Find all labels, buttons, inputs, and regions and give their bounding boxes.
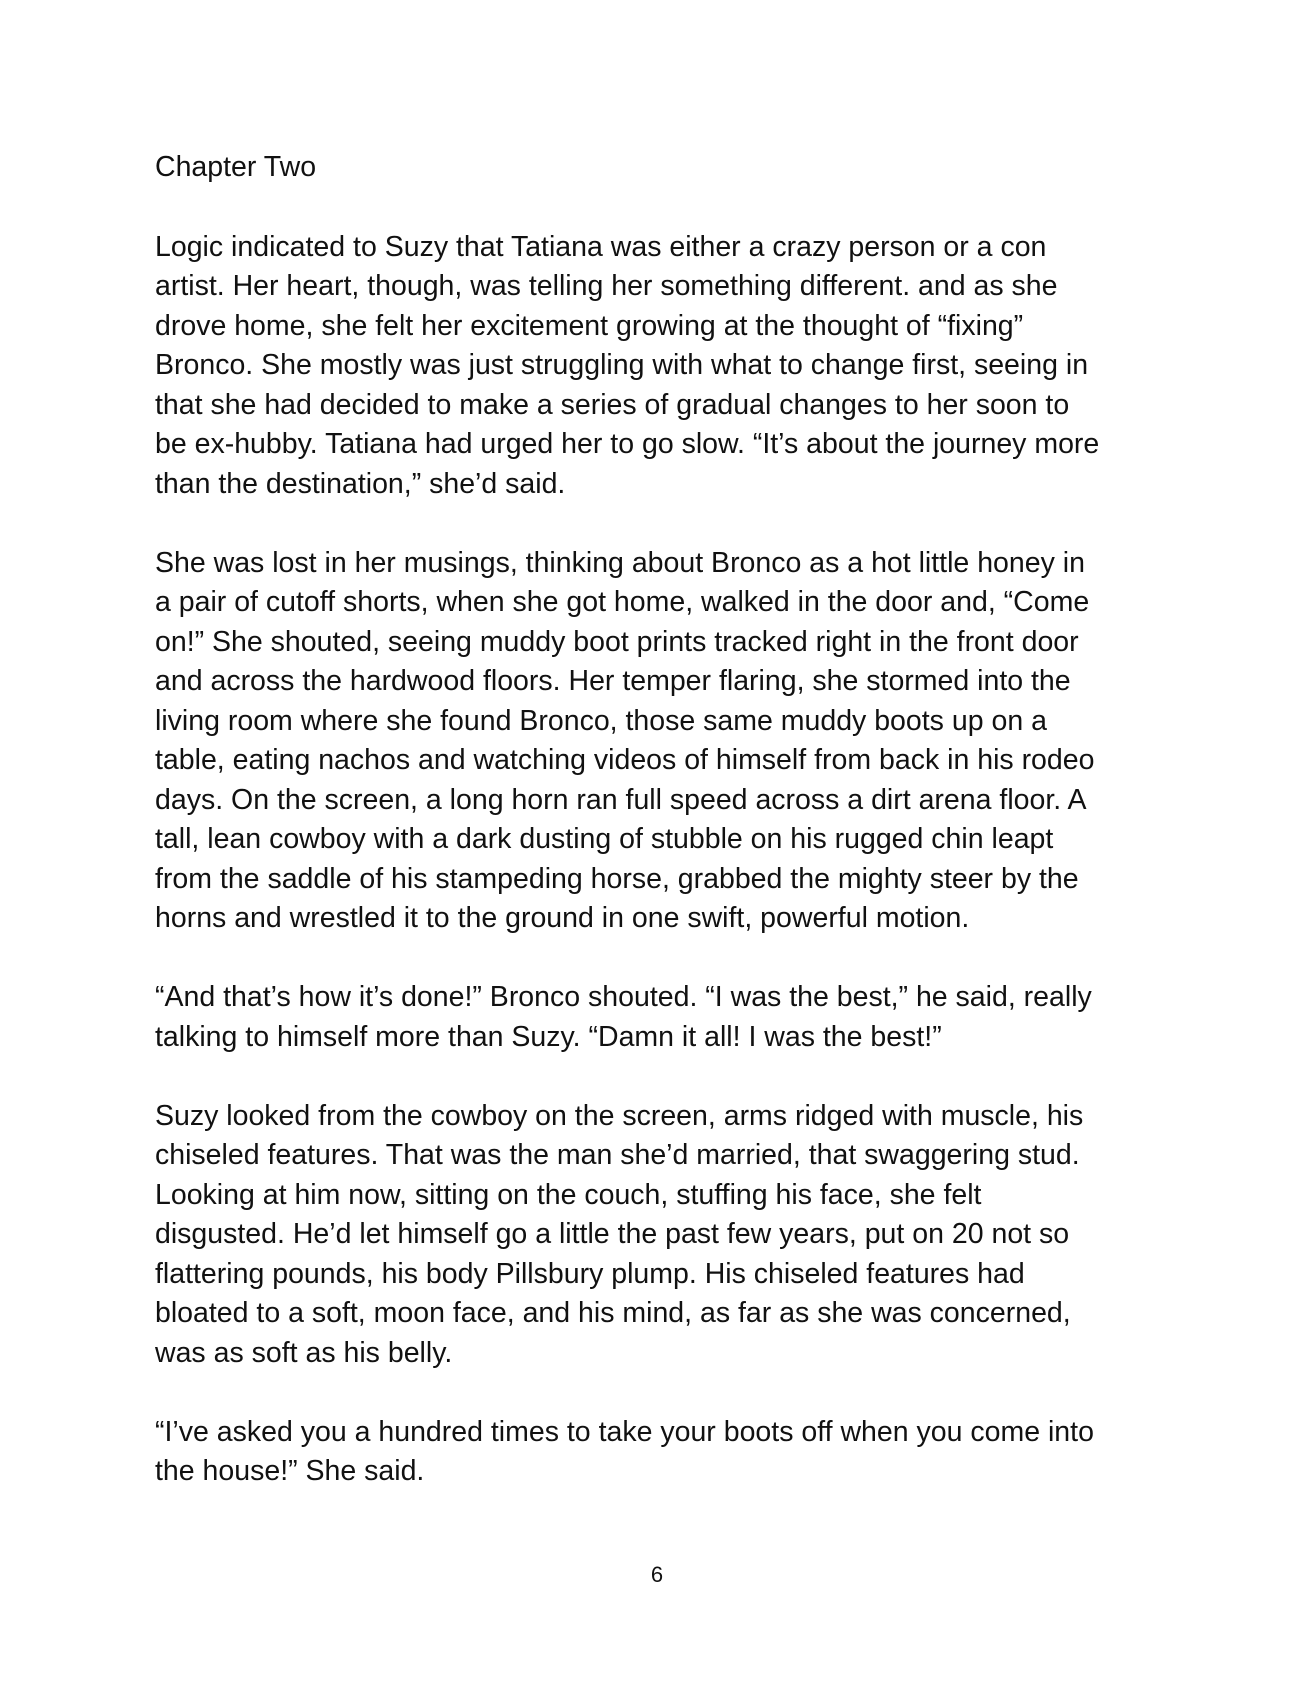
text-line: living room where she found Bronco, those same muddy boots up on a: [155, 704, 1047, 737]
text-line: talking to himself more than Suzy. “Damn it all! I was the best!”: [155, 1020, 942, 1053]
text-line: Logic indicated to Suzy that Tatiana was either a crazy person or a con: [155, 230, 1047, 263]
text-line: “And that’s how it’s done!” Bronco shouted. “I was the best,” he said, really: [155, 981, 1092, 1013]
text-line: chiseled features. That was the man she’d married, that swaggering stud.: [155, 1139, 1080, 1171]
paragraph-4: [155, 1097, 1175, 1374]
text-line: than the destination,” she’d said.: [155, 467, 566, 500]
paragraph-2: [155, 544, 1175, 939]
text-line: was as soft as his belly.: [155, 1336, 453, 1369]
text-line: that she had decided to make a series of gradual changes to her soon to: [155, 388, 1070, 421]
text-line: on!” She shouted, seeing muddy boot prints tracked right in the front door: [155, 625, 1079, 658]
text-line: “I’ve asked you a hundred times to take your boots off when you come into: [155, 1415, 1094, 1448]
text-line: from the saddle of his stampeding horse, grabbed the mighty steer by the: [155, 862, 1079, 895]
text-line: horns and wrestled it to the ground in one swift, powerful motion.: [155, 902, 970, 934]
text-line: artist. Her heart, though, was telling her something different. and as she: [155, 270, 1058, 302]
text-line: the house!” She said.: [155, 1455, 425, 1487]
page-number: 6: [650, 1562, 664, 1587]
text-line: She was lost in her musings, thinking about Bronco as a hot little honey in: [155, 546, 1085, 579]
chapter-title: Chapter Two: [155, 151, 317, 183]
text-line: Bronco. She mostly was just struggling with what to change first, seeing in: [155, 349, 1089, 381]
text-line: flattering pounds, his body Pillsbury plump. His chiseled features had: [155, 1257, 1025, 1290]
paragraph-3: [155, 978, 1175, 1057]
text-line: table, eating nachos and watching videos of himself from back in his rodeo: [155, 744, 1095, 776]
text-line: a pair of cutoff shorts, when she got home, walked in the door and, “Come: [155, 586, 1090, 618]
text-line: days. On the screen, a long horn ran full speed across a dirt arena floor. A: [155, 783, 1087, 816]
paragraph-1: [155, 228, 1175, 505]
text-line: Looking at him now, sitting on the couch, stuffing his face, she felt: [155, 1178, 982, 1211]
text-line: bloated to a soft, moon face, and his mind, as far as she was concerned,: [155, 1297, 1071, 1329]
text-line: be ex-hubby. Tatiana had urged her to go slow. “It’s about the journey more: [155, 428, 1100, 460]
text-line: tall, lean cowboy with a dark dusting of stubble on his rugged chin leapt: [155, 823, 1054, 855]
text-line: and across the hardwood floors. Her temper flaring, she stormed into the: [155, 665, 1071, 697]
paragraph-5: [155, 1413, 1175, 1492]
text-line: disgusted. He’d let himself go a little the past few years, put on 20 not so: [155, 1218, 1070, 1250]
page-content: [155, 148, 1175, 1531]
text-line: drove home, she felt her excitement growing at the thought of “fixing”: [155, 309, 1024, 342]
text-line: Suzy looked from the cowboy on the screen, arms ridged with muscle, his: [155, 1099, 1084, 1132]
